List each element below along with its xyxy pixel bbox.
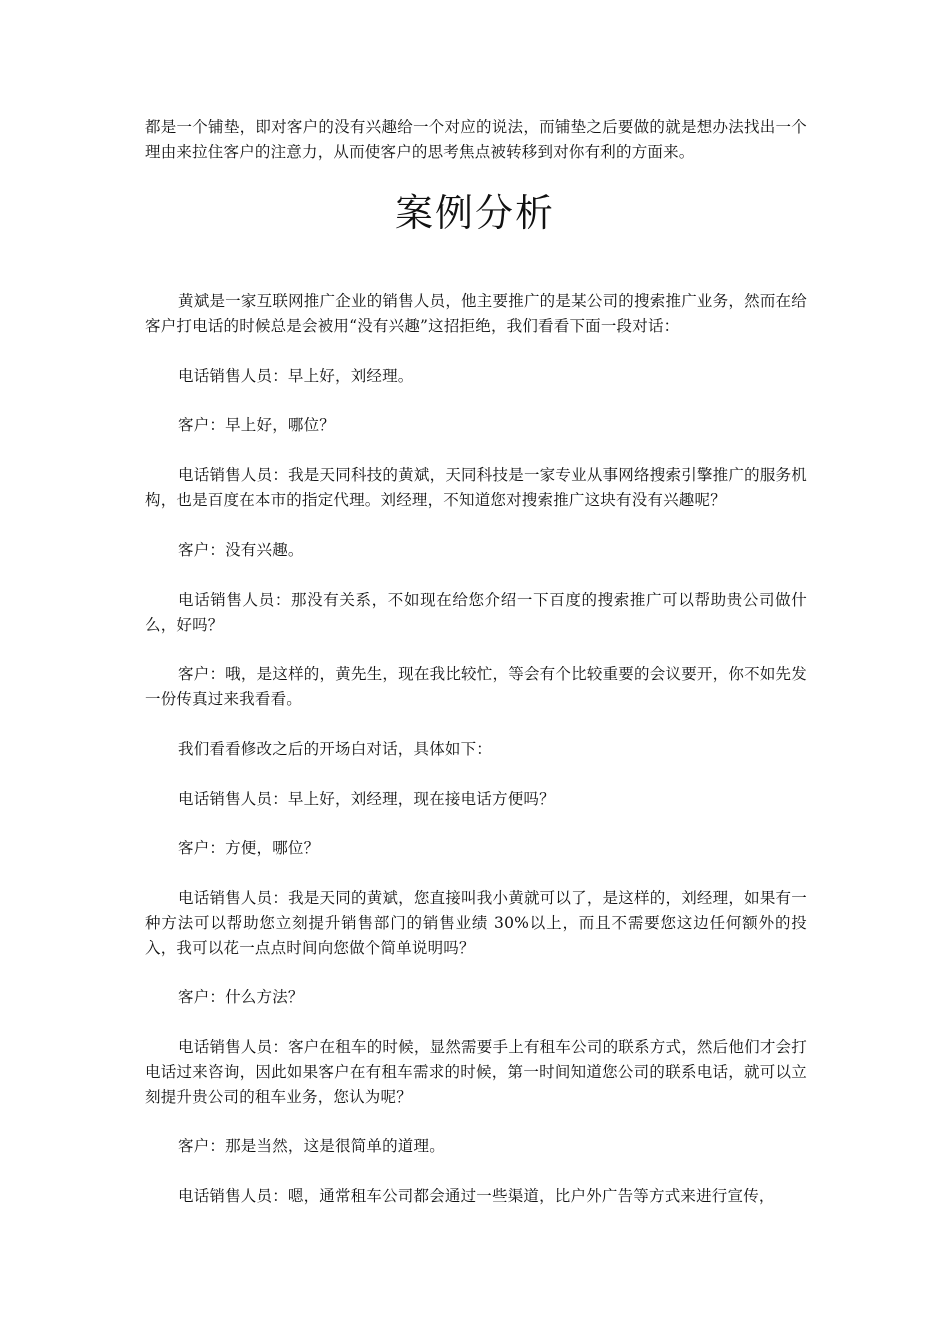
dialogue-line: 电话销售人员：我是天同的黄斌，您直接叫我小黄就可以了，是这样的，刘经理，如果有一种方法可以帮助您立刻提升销售部门的销售业绩 30%以上，而且不需要您这边任何额外的投入，我可以花一点点时间向您做个简单说明吗？ bbox=[145, 889, 807, 957]
section-title: 案例分析 bbox=[394, 191, 555, 235]
paragraph-intro-case: 黄斌是一家互联网推广企业的销售人员，他主要推广的是某公司的搜索推广业务，然而在给客户打电话的时候总是会被用“没有兴趣”这招拒绝，我们看看下面一段对话： bbox=[145, 292, 807, 335]
dialogue-line: 客户：什么方法？ bbox=[178, 988, 304, 1006]
dialogue-line: 客户：哦，是这样的，黄先生，现在我比较忙，等会有个比较重要的会议要开，你不如先发一份传真过来我看看。 bbox=[145, 665, 807, 708]
dialogue-line: 电话销售人员：客户在租车的时候，显然需要手上有租车公司的联系方式，然后他们才会打电话过来咨询，因此如果客户在有租车需求的时候，第一时间知道您公司的联系电话，就可以立刻提升贵公司的租车业务，您认为呢？ bbox=[145, 1038, 807, 1106]
dialogue-line: 电话销售人员：我是天同科技的黄斌，天同科技是一家专业从事网络搜索引擎推广的服务机构，也是百度在本市的指定代理。刘经理，不知道您对搜索推广这块有没有兴趣呢？ bbox=[145, 466, 807, 509]
dialogue-line: 客户：那是当然，这是很简单的道理。 bbox=[178, 1137, 445, 1155]
dialogue-line: 电话销售人员：早上好，刘经理。 bbox=[178, 367, 414, 385]
narration-line: 我们看看修改之后的开场白对话，具体如下： bbox=[178, 740, 493, 758]
dialogue-line: 电话销售人员：早上好，刘经理，现在接电话方便吗？ bbox=[178, 790, 555, 808]
dialogue-line: 电话销售人员：那没有关系，不如现在给您介绍一下百度的搜索推广可以帮助贵公司做什么，好吗？ bbox=[145, 591, 807, 634]
dialogue-line: 电话销售人员：嗯，通常租车公司都会通过一些渠道，比户外广告等方式来进行宣传， bbox=[178, 1187, 775, 1205]
dialogue-line: 客户：早上好，哪位？ bbox=[178, 416, 336, 434]
dialogue-line: 客户：方便，哪位？ bbox=[178, 839, 320, 857]
dialogue-line: 客户：没有兴趣。 bbox=[178, 541, 304, 559]
intro-paragraph: 都是一个铺垫，即对客户的没有兴趣给一个对应的说法，而铺垫之后要做的就是想办法找出一个理由来拉住客户的注意力，从而使客户的思考焦点被转移到对你有利的方面来。 bbox=[145, 118, 807, 161]
